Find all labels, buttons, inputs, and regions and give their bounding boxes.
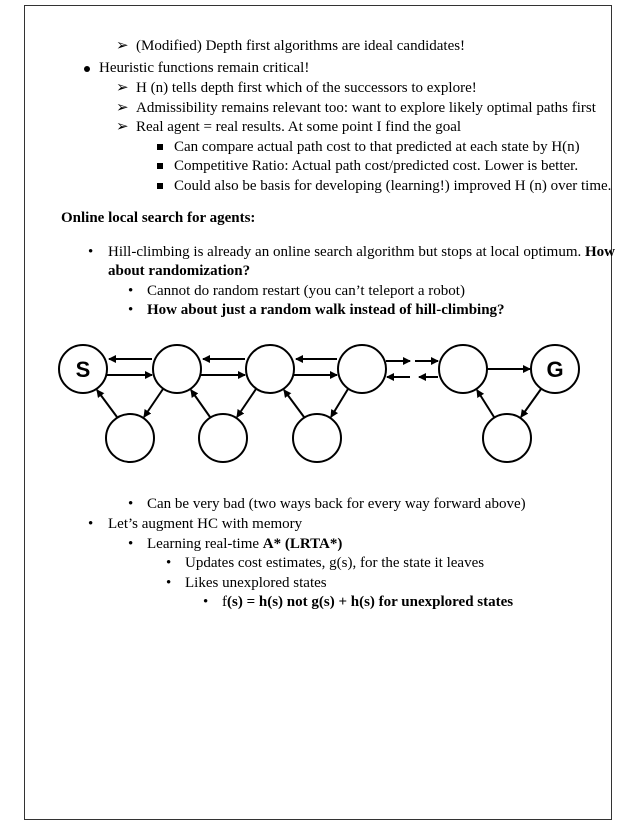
up-arrow: [284, 390, 304, 417]
state-space-diagram: [55, 335, 585, 475]
bullet-heuristic-functions: Heuristic functions remain critical!: [99, 60, 310, 76]
state-node: [246, 345, 294, 393]
bullet-hill-climbing: [108, 243, 615, 261]
hill-climbing-bold: How: [584, 244, 615, 260]
arrow-bullet-icon: ➢: [116, 100, 129, 116]
section-heading: Online local search for agents:: [61, 210, 256, 226]
square-bullet-icon: [157, 183, 163, 189]
dot-bullet-icon: •: [128, 283, 134, 299]
dot-bullet-icon: •: [128, 302, 134, 318]
state-node: [153, 345, 201, 393]
bullet-updates: Updates cost estimates, g(s), for the state it leaves: [185, 555, 485, 571]
arrow-bullet-icon: ➢: [116, 38, 129, 54]
state-node: [338, 345, 386, 393]
dot-bullet-icon: •: [128, 536, 134, 552]
formula-bold: (s) = h(s) not g(s) + h(s) for unexplored states: [227, 594, 514, 610]
bullet-compare-cost: Can compare actual path cost to that predicted at each state by H(n): [174, 139, 580, 155]
bullet-h-n: H (n) tells depth first which of the successors to explore!: [136, 80, 477, 96]
square-bullet-icon: [157, 144, 163, 150]
dot-bullet-icon: •: [128, 496, 134, 512]
goal-label: G: [546, 357, 564, 382]
state-node: [439, 345, 487, 393]
down-arrow: [521, 389, 541, 417]
bullet-formula: [222, 593, 513, 611]
down-arrow: [331, 389, 348, 417]
formula-f: f: [222, 594, 227, 610]
arrow-bullet-icon: ➢: [116, 119, 129, 135]
lrta-bold: A* (LRTA*): [262, 536, 343, 552]
bullet-very-bad: Can be very bad (two ways back for every way forward above): [147, 496, 526, 512]
down-arrow: [144, 389, 163, 417]
arrow-bullet-icon: ➢: [116, 80, 129, 96]
up-arrow: [191, 390, 210, 417]
lrta-text: Learning real-time: [147, 536, 260, 552]
square-bullet-icon: [157, 163, 163, 169]
state-node: [106, 414, 154, 462]
bullet-learning: Could also be basis for developing (learning!) improved H (n) over time.: [174, 178, 612, 194]
state-node: [199, 414, 247, 462]
down-arrow: [237, 389, 256, 417]
bullet-real-agent: Real agent = real results. At some point I find the goal: [136, 119, 462, 135]
dot-bullet-icon: •: [166, 575, 172, 591]
dot-bullet-icon: •: [203, 594, 209, 610]
bullet-lrta: [147, 535, 342, 553]
up-arrow: [477, 390, 494, 417]
bullet-modified-depth-first: (Modified) Depth first algorithms are ideal candidates!: [136, 38, 466, 54]
randomization-question: about randomization?: [108, 263, 251, 279]
up-arrow: [97, 390, 117, 417]
dot-bullet-icon: •: [88, 516, 94, 532]
hill-climbing-text: Hill-climbing is already an online search algorithm but stops at local optimum.: [108, 244, 582, 260]
bullet-competitive-ratio: Competitive Ratio: Actual path cost/predicted cost. Lower is better.: [174, 158, 579, 174]
bullet-likes-unexplored: Likes unexplored states: [185, 575, 327, 591]
state-node: [293, 414, 341, 462]
state-node: [483, 414, 531, 462]
bullet-random-walk: How about just a random walk instead of hill-climbing?: [147, 302, 505, 318]
bullet-random-restart: Cannot do random restart (you can’t teleport a robot): [147, 283, 465, 299]
bullet-augment-hc: Let’s augment HC with memory: [108, 516, 303, 532]
bullet-admissibility: Admissibility remains relevant too: want to explore likely optimal paths first: [136, 100, 596, 116]
dot-bullet-icon: •: [166, 555, 172, 571]
start-label: S: [75, 357, 91, 382]
dot-bullet-icon: •: [88, 244, 94, 260]
round-bullet-icon: [84, 66, 90, 72]
